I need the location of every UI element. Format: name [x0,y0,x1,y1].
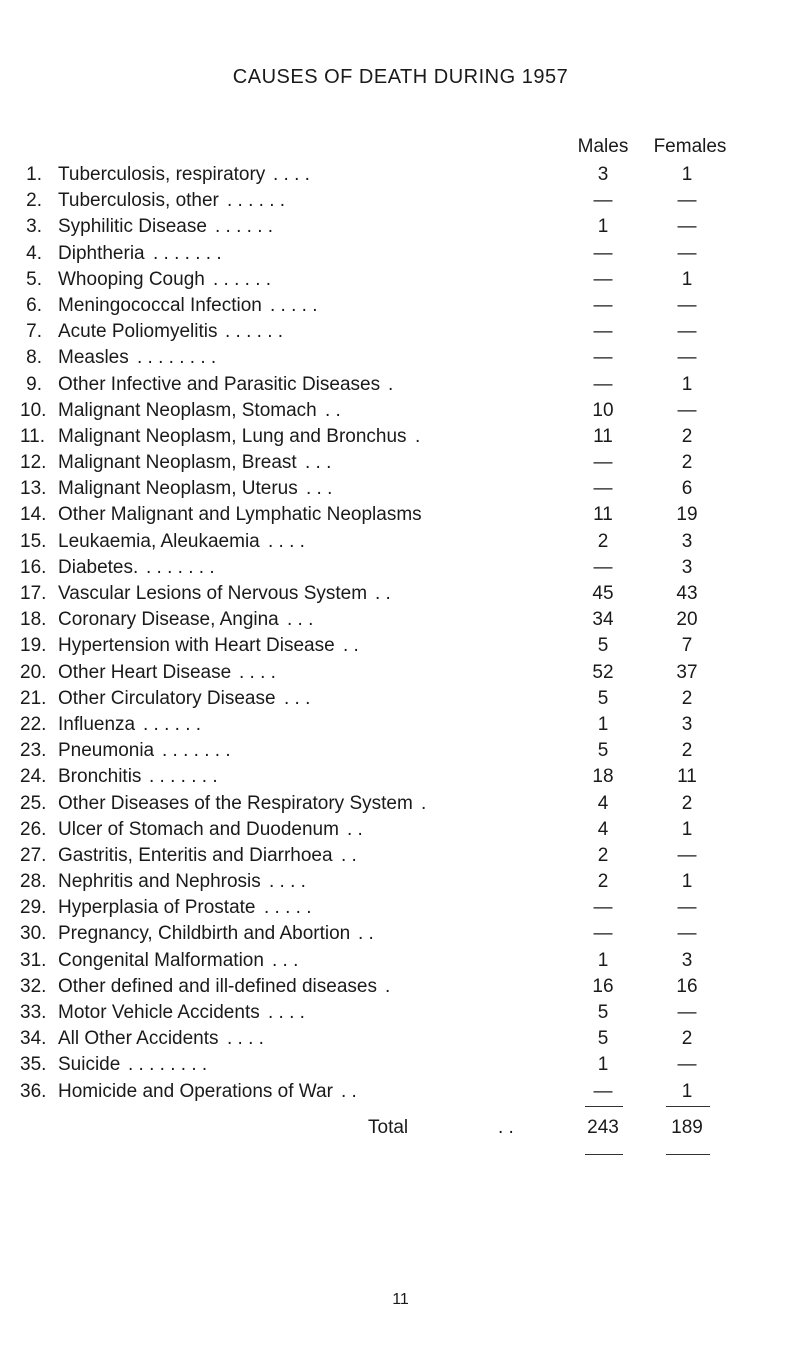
females-count: 2 [681,425,693,447]
leader-dots: . . . . [268,1002,305,1023]
females-count: — [677,347,697,369]
leader-dots: . . . . . . . [149,766,218,788]
males-count: 3 [597,164,609,185]
table-row [0,345,801,371]
table-row [0,162,801,188]
row-number: 33. [20,1002,47,1023]
cause-name: Syphilitic Disease [58,216,207,238]
females-count: 2 [681,687,693,709]
leader-dots: . . . [287,609,314,631]
cause-name: Pneumonia [58,740,155,762]
leader-dots: . . . . [268,530,305,552]
table-row [0,319,801,345]
table-row [0,660,801,686]
cause-name: Tuberculosis, respiratory [58,164,266,185]
males-count: — [593,268,613,290]
table-row [0,529,801,555]
males-count: 11 [593,425,613,447]
males-count: — [593,242,613,264]
table-row [0,241,801,267]
cause-name: Ulcer of Stomach and Duodenum [58,818,339,840]
females-count: — [677,321,697,343]
row-number: 25. [20,792,47,814]
leader-dots: . [421,792,427,814]
males-count: — [593,347,613,369]
cause-name: Measles [58,347,129,369]
cause-name: Bronchitis [58,766,142,788]
cause-name: Nephritis and Nephrosis [58,871,261,893]
total-females: 189 [671,1117,703,1138]
males-count: 1 [597,713,609,735]
males-count: 52 [592,661,614,683]
cause-name: Homicide and Operations of War [58,1080,333,1102]
causes-table [0,162,801,1105]
row-number: 31. [20,949,47,971]
row-number: 28. [20,871,47,893]
females-count: 1 [681,268,693,290]
row-number: 5. [26,268,42,290]
total-leader-dots: . . [498,1117,514,1138]
total-label: Total [368,1117,409,1138]
row-number: 21. [20,687,47,709]
females-count: 11 [677,766,697,788]
cause-name: Pregnancy, Childbirth and Abortion [58,923,351,945]
females-count: 43 [676,583,698,604]
leader-dots: . . . . [269,871,306,893]
males-count: — [593,452,613,474]
cause-name: Other defined and ill-defined diseases [58,975,377,997]
cause-name: Other Heart Disease [58,661,232,683]
table-row [0,607,801,633]
males-count: 10 [592,399,614,421]
leader-dots: . . . . . [270,294,318,316]
table-row [0,188,801,214]
females-count: — [677,294,697,316]
leader-dots: . . [358,923,374,945]
males-count: 11 [593,504,613,526]
females-count: — [677,844,697,866]
table-row [0,895,801,921]
table-row [0,1079,801,1105]
cause-name: Diphtheria [58,242,145,264]
page-number: 11 [392,1291,409,1308]
males-count: — [593,923,613,945]
males-count: 5 [597,687,609,709]
table-row [0,869,801,895]
row-number: 23. [20,740,47,762]
leader-dots: . [388,373,394,395]
males-count: 5 [597,635,609,657]
cause-name: Influenza [58,713,136,735]
males-count: — [593,321,613,343]
leader-dots: . . . . [239,661,276,683]
row-number: 24. [20,766,47,788]
leader-dots: . . . . . . . . [137,347,217,369]
males-count: 1 [597,949,609,971]
table-row [0,1052,801,1078]
females-count: 1 [681,818,693,840]
females-count: 2 [681,1028,693,1050]
leader-dots: . . . . [227,1028,264,1050]
page-title: CAUSES OF DEATH DURING 1957 [232,66,569,88]
females-count: — [677,242,697,264]
males-count: — [593,1080,613,1102]
leader-dots: . . . . . . . . [128,1054,208,1076]
row-number: 27. [20,844,47,866]
females-count: 20 [676,609,698,631]
row-number: 7. [26,321,42,343]
cause-name: Meningococcal Infection [58,294,262,316]
row-number: 6. [26,294,42,316]
table-row [0,764,801,790]
row-number: 17. [20,583,47,604]
leader-dots: . . . . . . . [162,740,231,762]
males-count: 2 [597,530,609,552]
cause-name: All Other Accidents [58,1028,219,1050]
row-number: 18. [20,609,47,631]
leader-dots: . [415,425,421,447]
table-row [0,424,801,450]
leader-dots: . . [341,1080,357,1102]
females-count: — [677,1054,697,1076]
row-number: 26. [20,818,47,840]
females-total-rule-bottom [666,1154,710,1155]
table-row [0,214,801,240]
table-row [0,502,801,528]
row-number: 20. [20,661,47,683]
table-row [0,293,801,319]
leader-dots: . . . . . . [227,190,286,212]
females-count: — [677,897,697,919]
cause-name: Vascular Lesions of Nervous System [58,583,368,604]
males-count: 2 [597,844,609,866]
leader-dots: . . . . . . [225,321,284,343]
row-number: 4. [26,242,42,264]
column-header-females: Females [653,136,727,157]
females-count: 2 [681,452,693,474]
row-number: 10. [20,399,47,421]
males-total-rule-top [585,1106,623,1107]
males-total-rule-bottom [585,1154,623,1155]
table-row [0,476,801,502]
females-count: 3 [681,949,693,971]
table-row [0,398,801,424]
table-row [0,267,801,293]
females-count: 2 [681,740,693,762]
females-count: 37 [676,661,698,683]
row-number: 11. [20,425,46,447]
males-count: 4 [597,792,609,814]
leader-dots: . . . . . . . [146,556,215,578]
leader-dots: . . [341,844,357,866]
females-total-rule-top [666,1106,710,1107]
males-count: 34 [592,609,614,631]
row-number: 34. [20,1028,47,1050]
cause-name: Malignant Neoplasm, Stomach [58,399,317,421]
males-count: — [593,478,613,500]
cause-name: Hypertension with Heart Disease [58,635,335,657]
cause-name: Coronary Disease, Angina [58,609,279,631]
row-number: 32. [20,975,47,997]
cause-name: Malignant Neoplasm, Breast [58,452,297,474]
cause-name: Gastritis, Enteritis and Diarrhoea [58,844,333,866]
females-count: 19 [676,504,698,526]
cause-name: Diabetes. [58,556,139,578]
table-row [0,1026,801,1052]
cause-name: Malignant Neoplasm, Uterus [58,478,298,500]
cause-name: Other Diseases of the Respiratory System [58,792,413,814]
cause-name: Tuberculosis, other [58,190,219,212]
females-count: 1 [681,373,693,395]
males-count: 16 [592,975,614,997]
females-count: — [677,399,697,421]
females-count: 1 [681,1080,693,1102]
table-row [0,555,801,581]
females-count: 3 [681,530,693,552]
cause-name: Congenital Malformation [58,949,264,971]
males-count: — [593,294,613,316]
females-count: 6 [681,478,693,500]
leader-dots: . . . [272,949,299,971]
row-number: 1. [26,164,42,185]
males-count: 5 [597,1028,609,1050]
cause-name: Other Malignant and Lymphatic Neoplasms [58,504,422,526]
females-count: — [677,216,697,238]
females-count: 1 [681,871,693,893]
males-count: — [593,556,613,578]
table-row [0,372,801,398]
leader-dots: . . . . . [264,897,312,919]
table-row [0,712,801,738]
row-number: 9. [26,373,42,395]
leader-dots: . . [375,583,391,604]
cause-name: Hyperplasia of Prostate [58,897,256,919]
row-number: 13. [20,478,47,500]
row-number: 36. [20,1080,47,1102]
cause-name: Motor Vehicle Accidents [58,1002,260,1023]
row-number: 2. [26,190,42,212]
cause-name: Suicide [58,1054,121,1076]
column-header-males: Males [577,136,629,157]
table-row [0,948,801,974]
total-row [0,1114,801,1142]
row-number: 30. [20,923,47,945]
cause-name: Other Infective and Parasitic Diseases [58,373,381,395]
cause-name: Whooping Cough [58,268,205,290]
males-count: 5 [597,740,609,762]
row-number: 29. [20,897,47,919]
males-count: 2 [597,871,609,893]
leader-dots: . [385,975,391,997]
cause-name: Acute Poliomyelitis [58,321,218,343]
leader-dots: . . . [305,452,332,474]
table-row [0,843,801,869]
cause-name: Other Circulatory Disease [58,687,276,709]
females-count: — [677,923,697,945]
table-row [0,921,801,947]
females-count: 7 [681,635,693,657]
leader-dots: . . . . [273,164,310,185]
table-row [0,817,801,843]
leader-dots: . . . . . . [143,713,202,735]
leader-dots: . . . . . . . [153,242,222,264]
table-row [0,791,801,817]
leader-dots: . . . [284,687,311,709]
table-row [0,1000,801,1026]
leader-dots: . . [325,399,341,421]
row-number: 15. [20,530,47,552]
table-row [0,450,801,476]
males-count: 1 [597,216,609,238]
row-number: 16. [20,556,47,578]
leader-dots: . . . . . . [213,268,272,290]
females-count: 3 [681,556,693,578]
cause-name: Malignant Neoplasm, Lung and Bronchus [58,425,407,447]
males-count: 45 [592,583,614,604]
row-number: 12. [20,452,47,474]
males-count: 1 [597,1054,609,1076]
leader-dots: . . . [306,478,333,500]
row-number: 3. [26,216,42,238]
row-number: 19. [20,635,47,657]
row-number: 35. [20,1054,47,1076]
table-row [0,686,801,712]
leader-dots: . . . . . . [215,216,274,238]
table-row [0,974,801,1000]
table-row [0,581,801,607]
row-number: 8. [26,347,42,369]
table-row [0,633,801,659]
males-count: — [593,190,613,212]
leader-dots: . . [347,818,363,840]
males-count: 5 [597,1002,609,1023]
females-count: 3 [681,713,693,735]
females-count: — [677,190,697,212]
males-count: 4 [597,818,609,840]
females-count: 2 [681,792,693,814]
females-count: 16 [676,975,698,997]
leader-dots: . . [343,635,359,657]
males-count: — [593,897,613,919]
row-number: 14. [20,504,47,526]
males-count: 18 [592,766,614,788]
table-row [0,738,801,764]
females-count: 1 [681,164,693,185]
total-males: 243 [587,1117,619,1138]
cause-name: Leukaemia, Aleukaemia [58,530,260,552]
males-count: — [593,373,613,395]
females-count: — [677,1002,697,1023]
row-number: 22. [20,713,47,735]
